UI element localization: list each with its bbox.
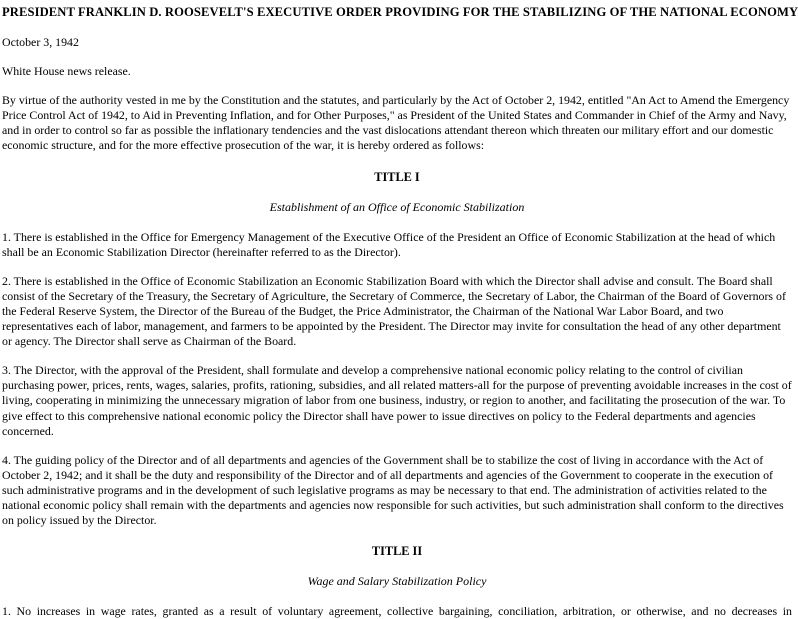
spacer bbox=[2, 50, 792, 64]
section-heading-title-1: TITLE I bbox=[374, 169, 420, 184]
spacer bbox=[2, 439, 792, 453]
section-2-paragraph-1: 1. No increases in wage rates, granted as a result of voluntary agreement, collective bargaining, conciliation, arbitration, or otherwise, and no decreases in bbox=[2, 604, 792, 619]
section-1-paragraph-1: 1. There is established in the Office for Emergency Management of the Executive Office of the President an Office of Economic Stabilization at the head of which shall be an Economic Stabilization Director (hereinafter referred to as the Director). bbox=[2, 229, 776, 259]
spacer bbox=[2, 260, 792, 274]
document-title: PRESIDENT FRANKLIN D. ROOSEVELT'S EXECUTIVE ORDER PROVIDING FOR THE STABILIZING OF THE NATIONAL ECONOMY bbox=[2, 5, 798, 19]
document-date: October 3, 1942 bbox=[2, 35, 79, 49]
section-1-paragraph-4: 4. The guiding policy of the Director and of all departments and agencies of the Government shall be to stabilize the cost of living in accordance with the Act of October 2, 1942; and it shall be the duty and responsibility of the Director and of all departments and agencies of the Government to cooperate in the execution of such administrative programs and in the development of such legislative programs as may be necessary to that end. The administration of activities related to the national economic policy shall remain with the departments and agencies now responsible for such activities, but such administration shall conform to the directives on policy issued by the Director. bbox=[2, 452, 784, 528]
spacer bbox=[2, 154, 792, 170]
section-subheading-title-1: Establishment of an Office of Economic Stabilization bbox=[269, 199, 525, 214]
section-heading-title-2: TITLE II bbox=[371, 544, 423, 559]
section-1-paragraph-3: 3. The Director, with the approval of the President, shall formulate and develop a comprehensive national economic policy relating to the control of civilian purchasing power, prices, rents, wages, salaries, profits, rationing, subsidies, and all related matters-all for the purpose of preventing avoidable increases in the cost of living, cooperating in minimizing the unnecessary migration of labor from one business, industry, or region to another, and facilitating the prosecution of the war. To give effect to this comprehensive national economic policy the Director shall have power to issue directives on policy to the Federal departments and agencies concerned. bbox=[2, 363, 792, 438]
spacer bbox=[2, 20, 792, 35]
preamble-paragraph: By virtue of the authority vested in me by the Constitution and the statutes, and particularly by the Act of October 2, 1942, entitled "An Act to Amend the Emergency Price Control Act of 1942, to Aid in Preventing Inflation, and for Other Purposes," as President of the United States and Commander in Chief of the Army and Navy, and in order to control so far as possible the inflationary tendencies and the vast dislocations attendant thereon which threaten our military effort and our domestic economic structure, and for the more effective prosecution of the war, it is hereby ordered as follows: bbox=[2, 93, 790, 153]
spacer bbox=[2, 559, 792, 574]
section-1-paragraph-2: 2. There is established in the Office of Economic Stabilization an Economic Stabilization Board with which the Director shall advise and consult. The Board shall consist of the Secretary of the Treasury, the Secretary of Agriculture, the Secretary of Commerce, the Secretary of Labor, the Chairman of the Board of Governors of the Federal Reserve System, the Director of the Bureau of the Budget, the Price Administrator, the Chairman of the National War Labor Board, and two representatives each of labor, management, and farmers to be appointed by the President. The Director may invite for consultation the head of any other department or agency. The Director shall serve as Chairman of the Board. bbox=[2, 273, 786, 349]
spacer bbox=[2, 215, 792, 230]
section-subheading-title-2: Wage and Salary Stabilization Policy bbox=[307, 574, 487, 589]
spacer bbox=[2, 185, 792, 200]
spacer bbox=[2, 528, 792, 544]
source-note: White House news release. bbox=[2, 64, 131, 79]
spacer bbox=[2, 349, 792, 363]
spacer bbox=[2, 79, 792, 93]
spacer bbox=[2, 589, 792, 604]
